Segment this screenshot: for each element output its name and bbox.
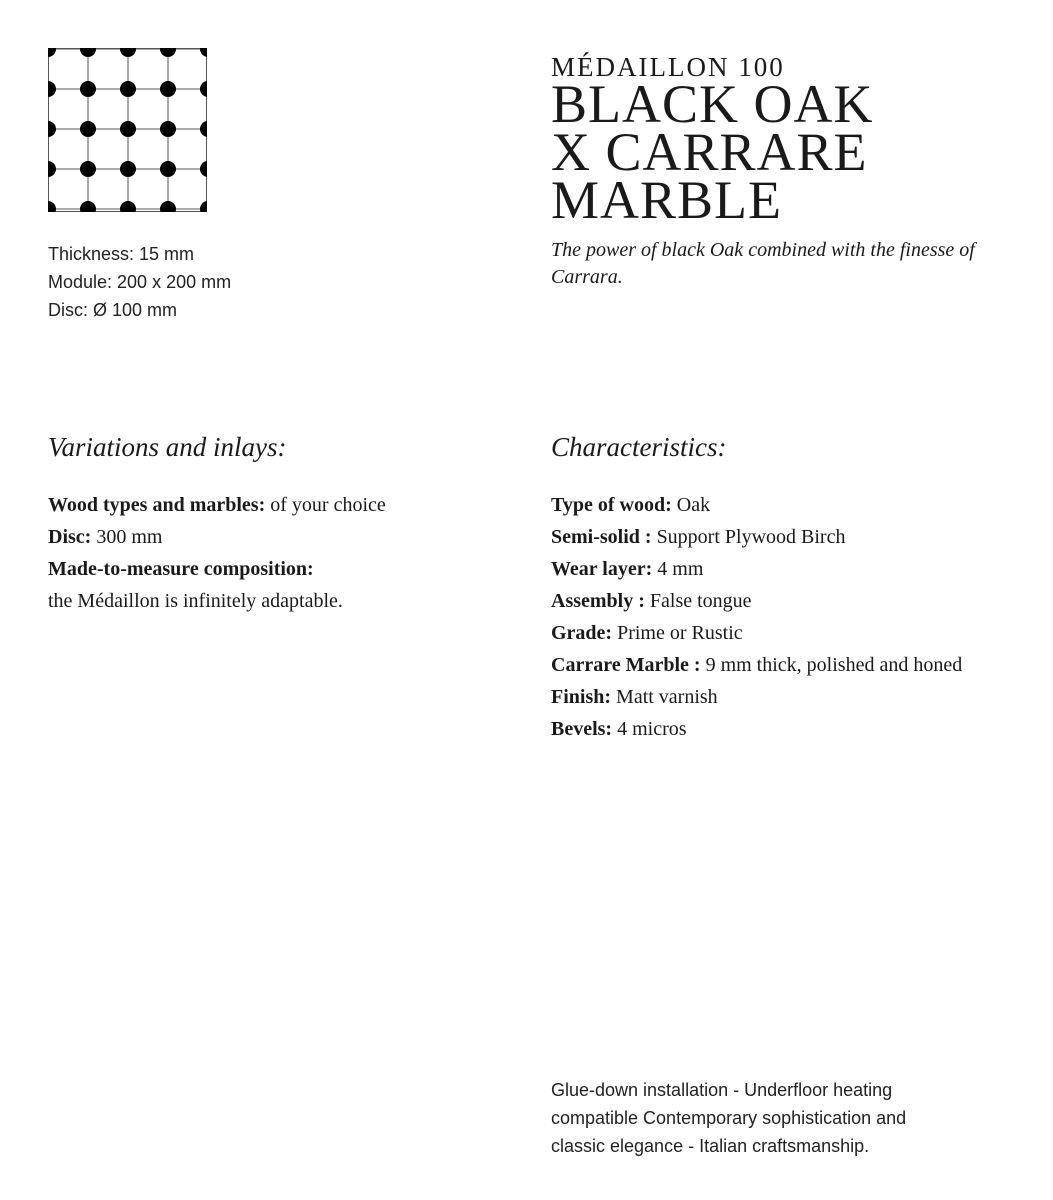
disc-mark bbox=[120, 161, 136, 177]
item-label: Disc: bbox=[48, 526, 92, 548]
variations-list bbox=[48, 489, 386, 617]
item-value: Matt varnish bbox=[611, 686, 718, 708]
item-label: Semi-solid : bbox=[551, 526, 652, 548]
item-value: Support Plywood Birch bbox=[651, 526, 846, 548]
list-item bbox=[48, 585, 386, 617]
list-item bbox=[551, 553, 962, 585]
characteristics-list bbox=[551, 489, 962, 745]
item-label: Wear layer: bbox=[551, 558, 653, 580]
item-value: Oak bbox=[671, 494, 711, 516]
variations-heading: Variations and inlays: bbox=[48, 432, 287, 462]
disc-mark bbox=[160, 121, 176, 137]
list-item bbox=[551, 489, 962, 521]
item-label: Grade: bbox=[551, 622, 613, 644]
footer-note: Glue-down installation - Underfloor heating compatible Contemporary sophistication and classic elegance - Italian craftsmanship. bbox=[551, 1080, 907, 1156]
product-kicker: MÉDAILLON 100 bbox=[551, 52, 785, 82]
list-item bbox=[551, 585, 962, 617]
item-value: 4 mm bbox=[652, 558, 704, 580]
item-label: Carrare Marble : bbox=[551, 654, 701, 676]
item-value: of your choice bbox=[265, 494, 386, 516]
list-item bbox=[551, 713, 962, 745]
spec-disc: Disc: Ø 100 mm bbox=[48, 300, 178, 320]
specs bbox=[48, 240, 231, 324]
spec-thickness: Thickness: 15 mm bbox=[48, 244, 195, 264]
list-item bbox=[551, 681, 962, 713]
item-value: 9 mm thick, polished and honed bbox=[700, 654, 963, 676]
title-line: X CARRARE bbox=[551, 122, 868, 182]
list-item bbox=[48, 489, 386, 521]
item-label: Wood types and marbles: bbox=[48, 494, 266, 516]
disc-mark bbox=[120, 81, 136, 97]
title-line: BLACK OAK bbox=[551, 74, 874, 134]
list-item bbox=[48, 553, 386, 585]
disc-mark bbox=[80, 121, 96, 137]
item-value: 4 micros bbox=[612, 718, 687, 740]
item-label: Made-to-measure composition: bbox=[48, 558, 314, 580]
medallion-disc-grid-icon bbox=[48, 48, 207, 212]
spec-module: Module: 200 x 200 mm bbox=[48, 272, 232, 292]
list-item bbox=[551, 617, 962, 649]
list-item bbox=[48, 521, 386, 553]
item-value: Prime or Rustic bbox=[612, 622, 743, 644]
page-title bbox=[551, 74, 874, 230]
disc-mark bbox=[160, 161, 176, 177]
item-label: Bevels: bbox=[551, 718, 613, 740]
item-value: False tongue bbox=[644, 590, 752, 612]
disc-mark bbox=[120, 121, 136, 137]
item-label: Assembly : bbox=[551, 590, 645, 612]
tagline: The power of black Oak combined with the finesse of Carrara. bbox=[551, 239, 975, 288]
list-item bbox=[551, 521, 962, 553]
item-value: 300 mm bbox=[91, 526, 163, 548]
disc-mark bbox=[160, 81, 176, 97]
item-value: the Médaillon is infinitely adaptable. bbox=[48, 590, 343, 612]
item-label: Type of wood: bbox=[551, 494, 672, 516]
characteristics-heading: Characteristics: bbox=[551, 432, 727, 462]
disc-mark bbox=[80, 161, 96, 177]
list-item bbox=[551, 649, 962, 681]
title-line: MARBLE bbox=[551, 170, 783, 230]
disc-mark bbox=[80, 81, 96, 97]
item-label: Finish: bbox=[551, 686, 612, 708]
